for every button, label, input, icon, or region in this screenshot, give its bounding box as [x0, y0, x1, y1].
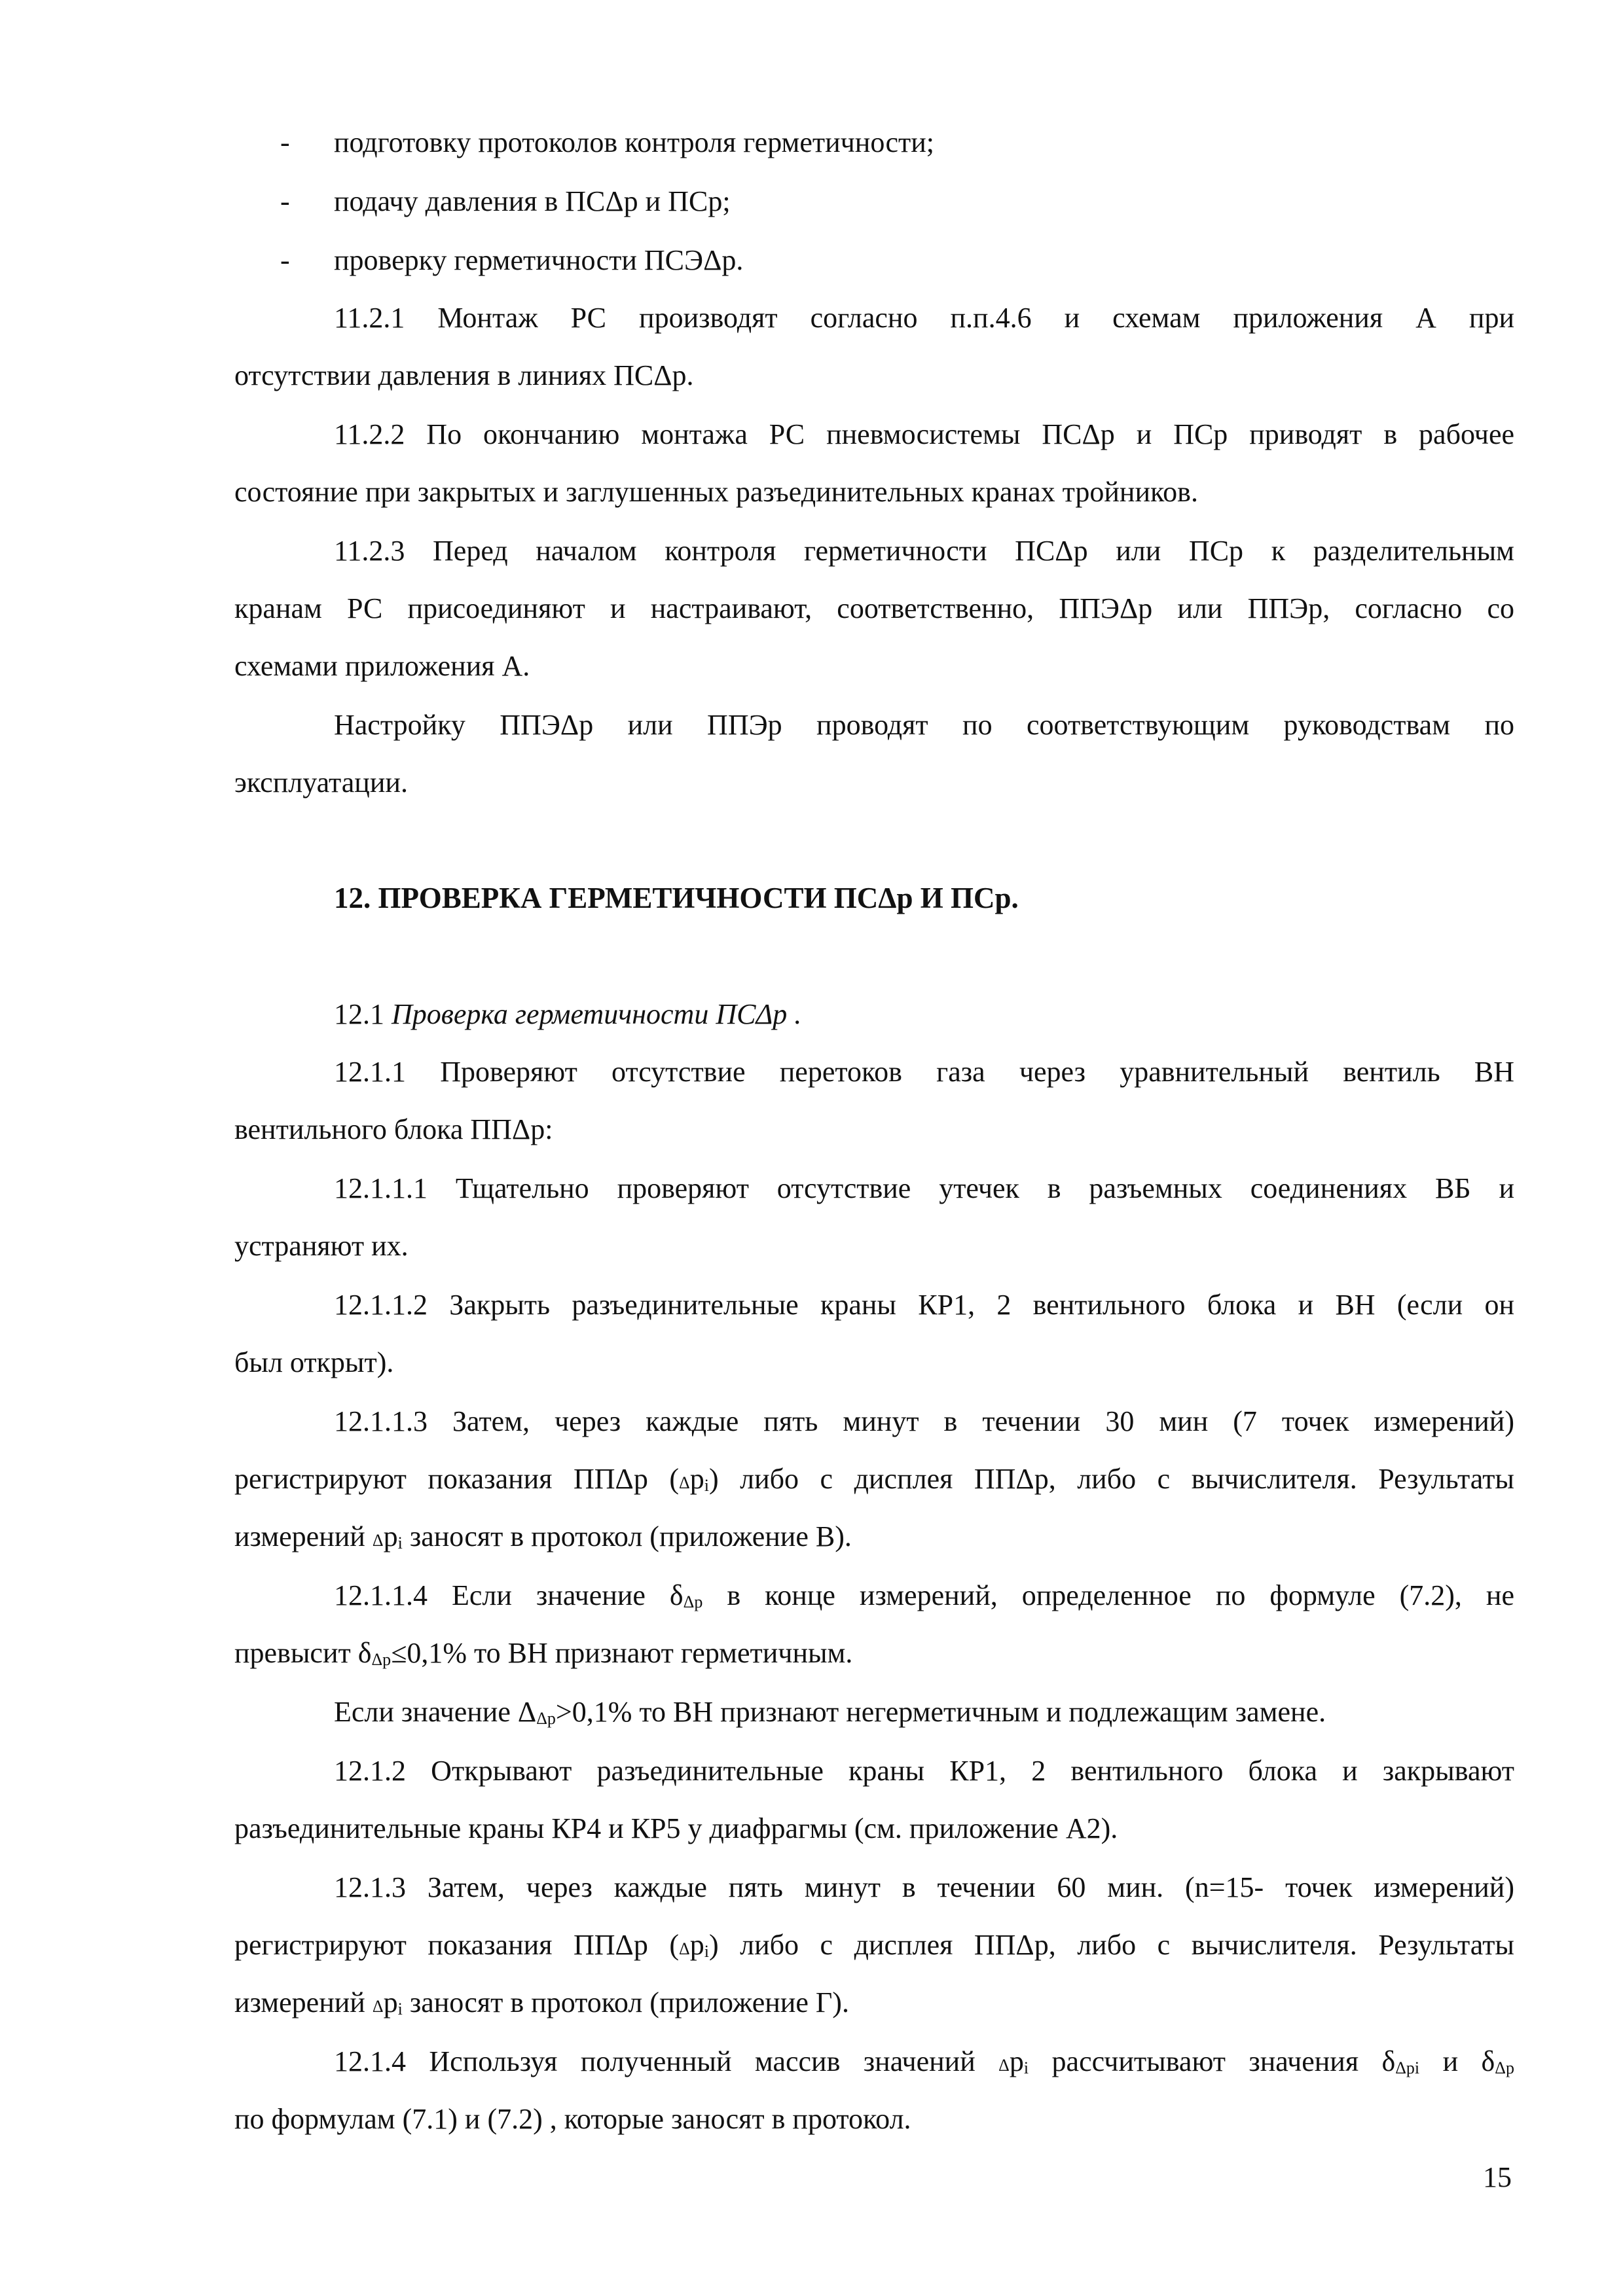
delta-prefix: Δ — [372, 1997, 384, 2016]
text-line: 12.1.2 Открывают разъединительные краны КР1, 2 вентильного блока и закрывают — [334, 1755, 1514, 1787]
subscript: i — [397, 2000, 403, 2018]
text-line: отсутствии давления в линиях ПСΔр. — [234, 359, 694, 391]
bullet-dash: - — [280, 185, 290, 217]
subscript: Δp — [371, 1650, 392, 1669]
text-line: 12.1.1.2 Закрыть разъединительные краны КР1, 2 вентильного блока и ВН (если он — [334, 1289, 1514, 1321]
text-run: измерений — [234, 1986, 373, 2018]
text-run: ) либо с дисплея ППΔр, либо с вычислителя. Результаты — [708, 1929, 1514, 1961]
text-line — [234, 1639, 1514, 1668]
text-line: 11.2.2 По окончанию монтажа РС пневмосистемы ПСΔр и ПСр приводят в рабочее — [334, 418, 1514, 450]
text-run: 12.1.1.4 Если значение δ — [334, 1579, 684, 1611]
text-line: кранам РС присоединяют и настраивают, соответственно, ППЭΔр или ППЭр, согласно со — [234, 592, 1514, 624]
bullet-item: подготовку протоколов контроля герметичности; — [334, 126, 934, 158]
text-line: вентильного блока ППΔр: — [234, 1113, 553, 1145]
text-run: p — [383, 1520, 398, 1552]
text-line: 11.2.3 Перед началом контроля герметичности ПСΔр или ПСр к разделительным — [334, 535, 1514, 567]
text-run: в конце измерений, определенное по формуле (7.2), не — [702, 1579, 1514, 1611]
text-line: Настройку ППЭΔр или ППЭр проводят по соответствующим руководствам по — [334, 709, 1514, 741]
text-run: p — [689, 1463, 704, 1495]
text-line: схемами приложения А. — [234, 650, 530, 682]
text-line — [234, 1465, 1514, 1494]
subscript: Δp — [683, 1592, 703, 1611]
text-run: p — [1009, 2045, 1024, 2077]
text-run: ) либо с дисплея ППΔр, либо с вычислителя. Результаты — [708, 1463, 1514, 1495]
subscript: i — [397, 1534, 403, 1552]
text-line: по формулам (7.1) и (7.2) , которые заносят в протокол. — [234, 2103, 911, 2135]
text-line — [234, 1522, 1514, 1551]
text-run: регистрируют показания ППΔр ( — [234, 1463, 679, 1495]
subscript: i — [1023, 2058, 1029, 2077]
text-run: и δ — [1419, 2045, 1495, 2077]
paragraph-if-value — [334, 1698, 1326, 1727]
bullet-item: проверку герметичности ПСЭΔр. — [334, 244, 744, 276]
page-number: 15 — [1483, 2161, 1512, 2193]
text-run: превысит δ — [234, 1637, 372, 1669]
delta-prefix: Δ — [679, 1939, 690, 1958]
text-line: был открыт). — [234, 1346, 394, 1378]
section-heading: 12. ПРОВЕРКА ГЕРМЕТИЧНОСТИ ПСΔр И ПСр. — [334, 882, 1019, 914]
text-line: эксплуатации. — [234, 766, 408, 798]
text-line: состояние при закрытых и заглушенных разъединительных кранах тройников. — [234, 476, 1198, 508]
text-run: регистрируют показания ППΔр ( — [234, 1929, 679, 1961]
subscript: Δp — [536, 1709, 556, 1728]
text-run: >0,1% то ВН признают негерметичным и подлежащим замене. — [555, 1696, 1326, 1728]
subsection-number: 12.1 — [334, 998, 384, 1030]
text-run: Если значение Δ — [334, 1696, 537, 1728]
subscript: Δp — [1495, 2058, 1514, 2077]
text-line: 12.1.3 Затем, через каждые пять минут в течении 60 мин. (n=15- точек измерений) — [334, 1871, 1514, 1903]
bullet-dash: - — [280, 126, 290, 158]
text-run: p — [383, 1986, 398, 2018]
subscript: i — [704, 1942, 709, 1961]
text-line: 11.2.1 Монтаж РС производят согласно п.п.4.6 и схемам приложения А при — [334, 302, 1514, 334]
text-run: ≤0,1% то ВН признают герметичным. — [391, 1637, 853, 1669]
text-run: p — [689, 1929, 704, 1961]
bullet-item: подачу давления в ПСΔр и ПСр; — [334, 185, 731, 217]
text-line: 12.1.1.1 Тщательно проверяют отсутствие утечек в разъемных соединениях ВБ и — [334, 1172, 1514, 1204]
text-line — [334, 1581, 1514, 1610]
text-line: 12.1.1.3 Затем, через каждые пять минут в течении 30 мин (7 точек измерений) — [334, 1405, 1514, 1437]
text-run: 12.1.4 Используя полученный массив значений — [334, 2045, 999, 2077]
text-line — [234, 1988, 1514, 2017]
subsection-title — [334, 1000, 801, 1029]
delta-prefix: Δ — [679, 1473, 690, 1492]
text-line — [234, 1931, 1514, 1960]
text-line: 12.1.1 Проверяют отсутствие перетоков газа через уравнительный вентиль ВН — [334, 1056, 1514, 1088]
subsection-title-text: Проверка герметичности ПСΔр . — [392, 998, 802, 1030]
text-line — [334, 2047, 1514, 2076]
text-run: заносят в протокол (приложение В). — [402, 1520, 852, 1552]
text-line: устраняют их. — [234, 1230, 409, 1262]
text-line: разъединительные краны КР4 и КР5 у диафрагмы (см. приложение А2). — [234, 1812, 1118, 1844]
bullet-dash: - — [280, 244, 290, 276]
delta-prefix: Δ — [372, 1531, 384, 1550]
delta-prefix: Δ — [998, 2056, 1010, 2075]
text-run: измерений — [234, 1520, 373, 1552]
text-run: заносят в протокол (приложение Г). — [402, 1986, 849, 2018]
text-run: рассчитывают значения δ — [1029, 2045, 1396, 2077]
subscript: Δpi — [1395, 2058, 1420, 2077]
subscript: i — [704, 1476, 709, 1495]
